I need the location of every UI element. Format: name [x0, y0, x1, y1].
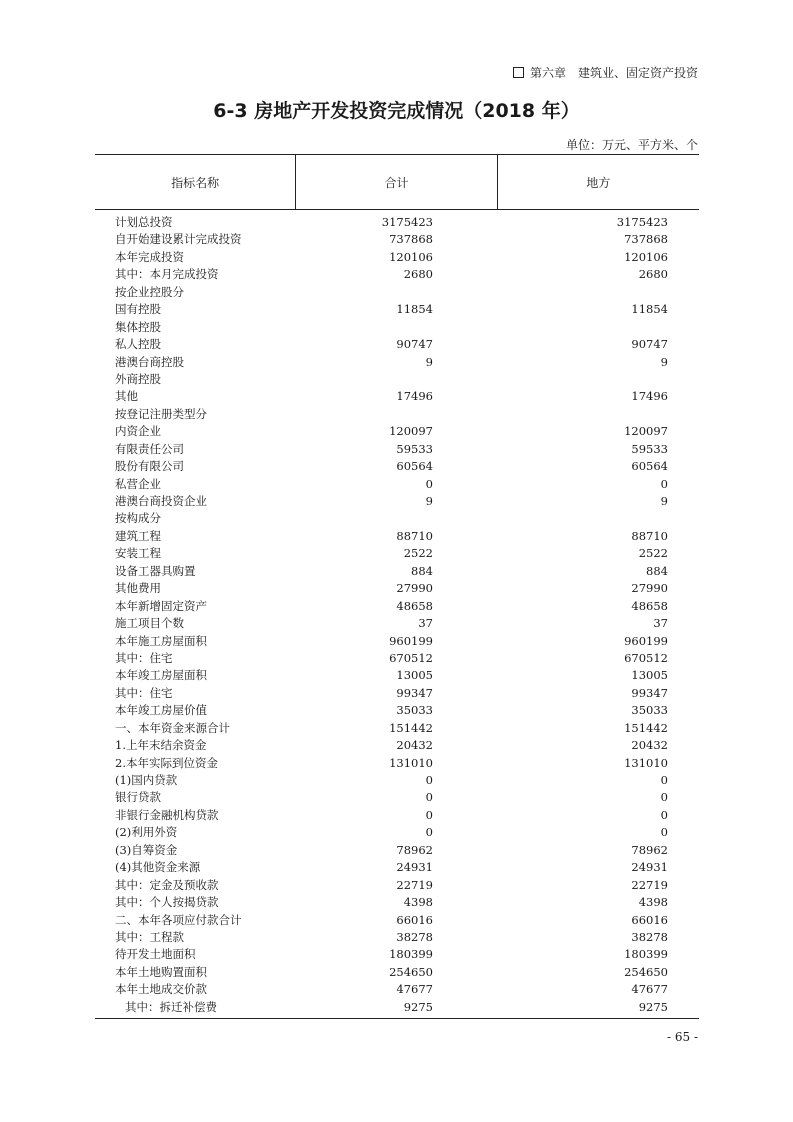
row-total-value: 60564: [396, 459, 433, 474]
row-label: 本年施工房屋面积: [115, 633, 207, 648]
row-local-value: [433, 371, 668, 388]
row-total-value: [296, 284, 433, 301]
table-row: [95, 999, 699, 1016]
row-label: 其中：本月完成投资: [115, 267, 219, 282]
table-row: [95, 685, 699, 702]
row-total-value: 66016: [396, 912, 433, 927]
row-local-value: 884: [646, 563, 668, 578]
row-local-value: 88710: [631, 528, 668, 543]
row-local-value: 20432: [631, 738, 668, 753]
table-row: [95, 615, 699, 632]
row-label: (2)利用外资: [115, 825, 178, 840]
table-row: [95, 371, 699, 388]
table-row: [95, 388, 699, 405]
table-row: [95, 231, 699, 248]
column-header-indicator: 指标名称: [95, 155, 296, 209]
row-local-value: 17496: [631, 389, 668, 404]
row-label: 本年竣工房屋价值: [115, 703, 207, 718]
table-row: [95, 528, 699, 545]
row-label: 有限责任公司: [115, 441, 184, 456]
table-row: [95, 563, 699, 580]
row-label: 二、本年各项应付款合计: [115, 912, 242, 927]
table-row: [95, 510, 699, 527]
row-total-value: [296, 319, 433, 336]
row-total-value: 670512: [389, 650, 433, 665]
row-local-value: 120097: [624, 424, 668, 439]
table-row: [95, 354, 699, 371]
table-row: [95, 894, 699, 911]
row-total-value: 9275: [403, 999, 433, 1014]
row-total-value: 0: [425, 773, 433, 787]
row-total-value: 0: [425, 790, 433, 805]
square-box-icon: [513, 67, 524, 78]
table-row: [95, 493, 699, 510]
row-total-value: 37: [418, 616, 433, 631]
table-row: [95, 667, 699, 684]
row-total-value: 9: [425, 354, 433, 369]
row-label: 其中：住宅: [115, 650, 173, 665]
table-row: [95, 964, 699, 981]
row-label: 其中：个人按揭贷款: [115, 895, 219, 910]
table-row: [95, 877, 699, 894]
table-row: [95, 929, 699, 946]
row-local-value: 35033: [631, 703, 668, 718]
row-local-value: 66016: [631, 912, 668, 927]
row-local-value: [433, 406, 668, 423]
row-label: 待开发土地面积: [115, 947, 196, 962]
row-total-value: 88710: [396, 528, 433, 543]
row-total-value: 35033: [396, 703, 433, 718]
table-row: [95, 859, 699, 876]
row-label: 其中：住宅: [115, 685, 173, 700]
row-total-value: 131010: [389, 755, 433, 770]
page-number: - 65 -: [666, 1030, 698, 1044]
table-row: [95, 284, 699, 301]
row-total-value: 24931: [396, 860, 433, 875]
row-label: 计划总投资: [115, 215, 173, 229]
row-local-value: 2522: [638, 546, 668, 561]
table-row: [95, 737, 699, 754]
row-local-value: 737868: [624, 232, 668, 247]
row-label: 本年完成投资: [115, 249, 184, 264]
row-label: 2.本年实际到位资金: [115, 755, 218, 770]
table-row: [95, 476, 699, 493]
row-total-value: 120097: [389, 424, 433, 439]
table-row: [95, 441, 699, 458]
row-local-value: 99347: [631, 685, 668, 700]
row-local-value: 960199: [624, 633, 668, 648]
row-local-value: 0: [660, 476, 668, 491]
row-local-value: 9: [660, 354, 668, 369]
row-local-value: 3175423: [616, 215, 668, 229]
row-local-value: [433, 319, 668, 336]
row-total-value: 20432: [396, 738, 433, 753]
row-label: 按构成分: [115, 511, 161, 526]
running-head: [513, 64, 698, 81]
row-label: 施工项目个数: [115, 616, 184, 631]
table-row: [95, 598, 699, 615]
row-local-value: 38278: [631, 929, 668, 944]
row-local-value: 27990: [631, 581, 668, 596]
row-total-value: 38278: [396, 929, 433, 944]
row-local-value: 254650: [624, 964, 668, 979]
row-label: 私人控股: [115, 337, 161, 352]
row-label: (1)国内贷款: [115, 773, 178, 787]
row-total-value: 47677: [396, 982, 433, 997]
row-total-value: 13005: [396, 668, 433, 683]
row-total-value: 11854: [396, 302, 433, 317]
row-local-value: 13005: [631, 668, 668, 683]
row-local-value: 2680: [638, 267, 668, 282]
row-label: 本年土地购置面积: [115, 964, 207, 979]
table-row: [95, 946, 699, 963]
table-row: [95, 789, 699, 806]
row-label: 其他: [115, 389, 138, 404]
row-total-value: [296, 371, 433, 388]
row-local-value: 90747: [631, 337, 668, 352]
row-label: 本年新增固定资产: [115, 598, 207, 613]
table-row: [95, 214, 699, 231]
row-local-value: 120106: [624, 249, 668, 264]
row-label: (3)自筹资金: [115, 842, 178, 857]
row-total-value: [296, 406, 433, 423]
row-label: 本年土地成交价款: [115, 982, 207, 997]
row-total-value: 4398: [403, 895, 433, 910]
row-local-value: 0: [660, 825, 668, 840]
table-row: [95, 650, 699, 667]
table-row: [95, 249, 699, 266]
row-label: 1.上年末结余资金: [115, 738, 207, 753]
row-local-value: 9275: [638, 999, 668, 1014]
row-local-value: 0: [660, 773, 668, 787]
table-row: [95, 842, 699, 859]
row-label: 港澳台商投资企业: [115, 494, 207, 508]
row-label: 内资企业: [115, 424, 161, 439]
row-total-value: 254650: [389, 964, 433, 979]
row-label: 其他费用: [115, 581, 161, 596]
row-label: 设备工器具购置: [115, 563, 196, 578]
table-row: [95, 633, 699, 650]
row-total-value: 78962: [396, 842, 433, 857]
table-row: [95, 423, 699, 440]
table-row: [95, 545, 699, 562]
row-total-value: 59533: [396, 441, 433, 456]
row-total-value: 180399: [389, 947, 433, 962]
row-local-value: 0: [660, 790, 668, 805]
row-label: 私营企业: [115, 476, 161, 491]
row-total-value: 120106: [389, 249, 433, 264]
row-local-value: 24931: [631, 860, 668, 875]
row-label: 自开始建设累计完成投资: [115, 232, 242, 247]
row-total-value: 17496: [396, 389, 433, 404]
row-label: 建筑工程: [115, 528, 161, 543]
row-local-value: 60564: [631, 459, 668, 474]
table-row: [95, 301, 699, 318]
row-local-value: 78962: [631, 842, 668, 857]
row-local-value: [433, 510, 668, 527]
row-local-value: 151442: [624, 720, 668, 735]
row-label: 集体控股: [115, 319, 161, 334]
row-label: 股份有限公司: [115, 459, 184, 474]
table-body: [95, 210, 699, 1019]
row-label: 本年竣工房屋面积: [115, 668, 207, 683]
running-head-text: 第六章 建筑业、固定资产投资: [529, 66, 698, 80]
row-total-value: 884: [411, 563, 433, 578]
table-row: [95, 824, 699, 841]
row-local-value: 47677: [631, 982, 668, 997]
table-row: [95, 458, 699, 475]
table-row: [95, 319, 699, 336]
row-total-value: 0: [425, 476, 433, 491]
row-total-value: 960199: [389, 633, 433, 648]
row-total-value: 0: [425, 825, 433, 840]
table-row: [95, 266, 699, 283]
row-local-value: 37: [653, 616, 668, 631]
row-total-value: 90747: [396, 337, 433, 352]
row-local-value: 22719: [631, 877, 668, 892]
row-local-value: 4398: [638, 895, 668, 910]
row-label: 国有控股: [115, 302, 161, 317]
column-header-total: 合计: [296, 155, 497, 209]
row-label: 银行贷款: [115, 790, 161, 805]
row-total-value: 27990: [396, 581, 433, 596]
table-header: [95, 154, 699, 210]
table-row: [95, 406, 699, 423]
row-total-value: 3175423: [381, 215, 433, 229]
column-header-local: 地方: [586, 175, 611, 190]
row-local-value: 131010: [624, 755, 668, 770]
row-local-value: 670512: [624, 650, 668, 665]
table-row: [95, 702, 699, 719]
row-total-value: 151442: [389, 720, 433, 735]
row-label: (4)其他资金来源: [115, 860, 201, 875]
row-local-value: 180399: [624, 947, 668, 962]
unit-label: 单位：万元、平方米、个: [565, 138, 698, 152]
row-total-value: [296, 510, 433, 527]
row-local-value: 11854: [631, 302, 668, 317]
table-row: [95, 807, 699, 824]
page-title: 6-3 房地产开发投资完成情况（2018 年）: [213, 100, 580, 122]
table-row: [95, 755, 699, 772]
row-label: 其中：拆迁补偿费: [125, 999, 217, 1014]
table-row: [95, 912, 699, 929]
table-row: [95, 580, 699, 597]
row-label: 按企业控股分: [115, 284, 184, 299]
row-local-value: 59533: [631, 441, 668, 456]
row-local-value: 9: [660, 494, 668, 508]
row-total-value: 2522: [403, 546, 433, 561]
table-row: [95, 720, 699, 737]
row-label: 安装工程: [115, 546, 161, 561]
table-row: [95, 772, 699, 789]
row-label: 按登记注册类型分: [115, 406, 207, 421]
row-local-value: 0: [660, 807, 668, 822]
table-row: [95, 981, 699, 998]
row-local-value: 48658: [631, 598, 668, 613]
row-total-value: 48658: [396, 598, 433, 613]
row-total-value: 0: [425, 807, 433, 822]
row-total-value: 2680: [403, 267, 433, 282]
row-total-value: 9: [425, 494, 433, 508]
row-local-value: [433, 284, 668, 301]
row-label: 其中：定金及预收款: [115, 877, 219, 892]
data-table: [95, 154, 699, 1019]
row-total-value: 22719: [396, 877, 433, 892]
row-label: 一、本年资金来源合计: [115, 720, 230, 735]
row-label: 外商控股: [115, 371, 161, 386]
row-label: 非银行金融机构贷款: [115, 807, 219, 822]
table-row: [95, 336, 699, 353]
row-label: 其中：工程款: [115, 929, 184, 944]
row-total-value: 99347: [396, 685, 433, 700]
row-total-value: 737868: [389, 232, 433, 247]
row-label: 港澳台商控股: [115, 354, 184, 369]
